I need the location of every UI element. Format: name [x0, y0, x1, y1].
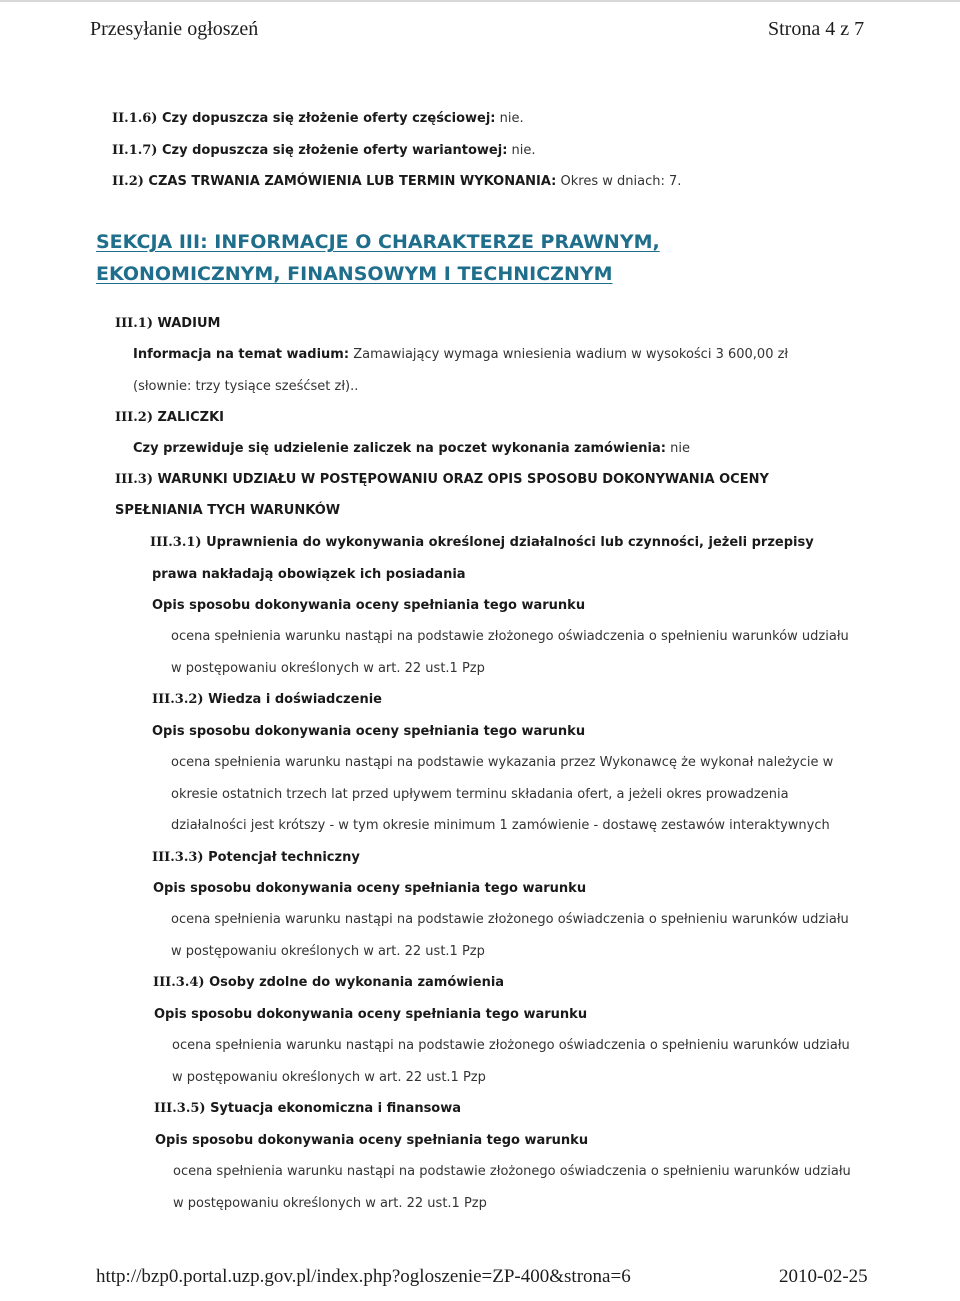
line-II-1-6 [112, 111, 524, 126]
field-label: Informacja na temat wadium: [133, 347, 350, 362]
line-III-2 [115, 410, 224, 425]
wadium-info [133, 347, 788, 362]
field-label: CZAS TRWANIA ZAMÓWIENIA LUB TERMIN WYKONANIA: [143, 174, 557, 189]
line-III-3-cont: SPEŁNIANIA TYCH WARUNKÓW [115, 503, 341, 518]
field-value: Zamawiający wymaga wniesienia wadium w wysokości 3 600,00 zł [349, 347, 789, 362]
line-III-1 [115, 316, 220, 331]
section-label: Potencjał techniczny [203, 850, 360, 865]
line-II-2 [112, 174, 681, 189]
ocena-text: ocena spełnienia warunku nastąpi na podstawie złożonego oświadczenia o spełnieniu warunków udziału [171, 629, 849, 644]
ocena-text: w postępowaniu określonych w art. 22 ust.1 Pzp [172, 1070, 486, 1085]
section-label: WARUNKI UDZIAŁU W POSTĘPOWANIU ORAZ OPIS SPOSOBU DOKONYWANIA OCENY [152, 472, 769, 487]
ocena-text: ocena spełnienia warunku nastąpi na podstawie wykazania przez Wykonawcę że wykonał należycie w [171, 755, 834, 770]
section-number: III.3) [115, 472, 153, 487]
section-number: III.3.2) [152, 692, 204, 707]
section-label: WADIUM [152, 316, 221, 331]
wadium-info-cont: (słownie: trzy tysiące sześćset zł).. [133, 379, 359, 394]
line-III-3-1 [150, 535, 814, 550]
line-III-3-4 [153, 975, 504, 990]
field-value: nie. [507, 143, 536, 158]
section-number: III.2) [115, 410, 153, 425]
section-iii-heading-line1: SEKCJA III: INFORMACJE O CHARAKTERZE PRAWNYM, [96, 231, 660, 253]
opis-heading: Opis sposobu dokonywania oceny spełniania tego warunku [152, 598, 586, 613]
opis-heading: Opis sposobu dokonywania oceny spełniania tego warunku [153, 881, 587, 896]
header-page-number: Strona 4 z 7 [768, 18, 865, 40]
section-label: Uprawnienia do wykonywania określonej działalności lub czynności, jeżeli przepisy [201, 535, 814, 550]
field-value: Okres w dniach: 7. [556, 174, 682, 189]
section-label: Wiedza i doświadczenie [203, 692, 382, 707]
ocena-text: ocena spełnienia warunku nastąpi na podstawie złożonego oświadczenia o spełnieniu warunków udziału [171, 912, 849, 927]
opis-heading: Opis sposobu dokonywania oceny spełniania tego warunku [152, 724, 586, 739]
line-II-1-7 [112, 143, 536, 158]
ocena-text: ocena spełnienia warunku nastąpi na podstawie złożonego oświadczenia o spełnieniu warunków udziału [172, 1038, 850, 1053]
footer-date: 2010-02-25 [779, 1266, 868, 1287]
section-number: II.2) [112, 174, 144, 189]
ocena-text: w postępowaniu określonych w art. 22 ust.1 Pzp [171, 944, 485, 959]
opis-heading: Opis sposobu dokonywania oceny spełniania tego warunku [154, 1007, 588, 1022]
line-III-3-5 [154, 1101, 461, 1116]
ocena-text: działalności jest krótszy - w tym okresie minimum 1 zamówienie - dostawę zestawów interaktywnych [171, 818, 830, 833]
line-III-3-1-cont: prawa nakładają obowiązek ich posiadania [152, 567, 466, 582]
section-number: III.3.1) [150, 535, 202, 550]
line-III-3 [115, 472, 769, 487]
section-number: III.1) [115, 316, 153, 331]
field-label: Czy przewiduje się udzielenie zaliczek na poczet wykonania zamówienia: [133, 441, 666, 456]
section-number: III.3.4) [153, 975, 205, 990]
line-III-3-3 [152, 850, 360, 865]
section-number: II.1.7) [112, 143, 158, 158]
zaliczki-question [133, 441, 690, 456]
section-number: III.3.5) [154, 1101, 206, 1116]
section-iii-heading-line2: EKONOMICZNYM, FINANSOWYM I TECHNICZNYM [96, 263, 613, 285]
header-title: Przesyłanie ogłoszeń [90, 18, 259, 40]
ocena-text: w postępowaniu określonych w art. 22 ust.1 Pzp [173, 1196, 487, 1211]
footer-url: http://bzp0.portal.uzp.gov.pl/index.php?ogloszenie=ZP-400&strona=6 [96, 1266, 631, 1287]
field-label: Czy dopuszcza się złożenie oferty wariantowej: [157, 143, 508, 158]
section-label: Sytuacja ekonomiczna i finansowa [205, 1101, 462, 1116]
field-label: Czy dopuszcza się złożenie oferty częściowej: [157, 111, 496, 126]
section-number: II.1.6) [112, 111, 158, 126]
section-label: ZALICZKI [152, 410, 224, 425]
line-III-3-2 [152, 692, 382, 707]
field-value: nie [665, 441, 690, 456]
field-value: nie. [495, 111, 524, 126]
ocena-text: w postępowaniu określonych w art. 22 ust.1 Pzp [171, 661, 485, 676]
opis-heading: Opis sposobu dokonywania oceny spełniania tego warunku [155, 1133, 589, 1148]
ocena-text: ocena spełnienia warunku nastąpi na podstawie złożonego oświadczenia o spełnieniu warunków udziału [173, 1164, 851, 1179]
section-number: III.3.3) [152, 850, 204, 865]
ocena-text: okresie ostatnich trzech lat przed upływem terminu składania ofert, a jeżeli okres prowadzenia [171, 787, 789, 802]
page-top-edge [0, 0, 960, 2]
section-label: Osoby zdolne do wykonania zamówienia [204, 975, 505, 990]
